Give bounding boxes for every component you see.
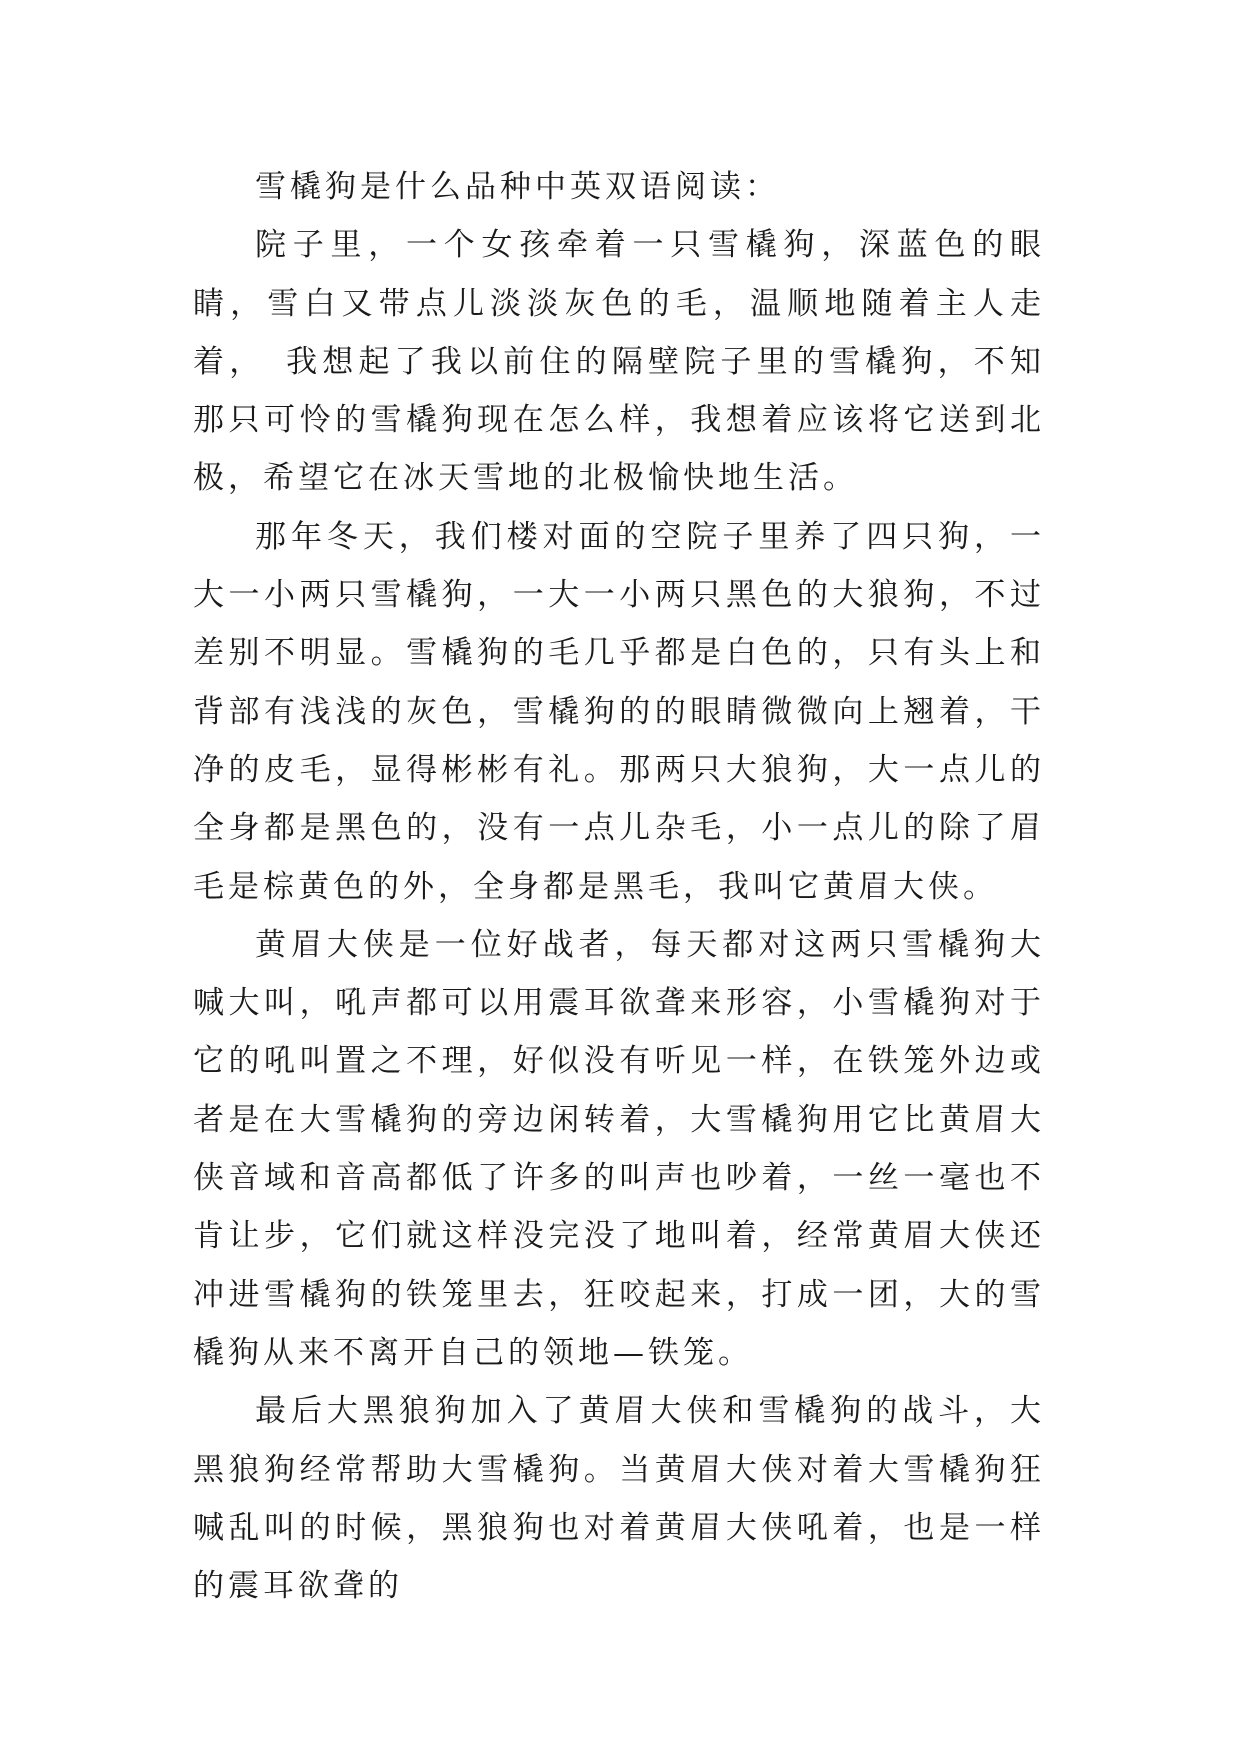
paragraph-4: 最后大黑狼狗加入了黄眉大侠和雪橇狗的战斗，大黑狼狗经常帮助大雪橇狗。当黄眉大侠对着大雪橇狗狂喊乱叫的时候，黑狼狗也对着黄眉大侠吼着，也是一样的震耳欲聋的 bbox=[193, 1393, 1045, 1605]
paragraph-2: 那年冬天，我们楼对面的空院子里养了四只狗，一大一小两只雪橇狗，一大一小两只黑色的大狼狗，不过差别不明显。雪橇狗的毛几乎都是白色的，只有头上和背部有浅浅的灰色，雪橇狗的的眼睛微微向上翘着，干净的皮毛，显得彬彬有礼。那两只大狼狗，大一点儿的全身都是黑色的，没有一点儿杂毛，小一点儿的除了眉毛是棕黄色的外，全身都是黑毛，我叫它黄眉大侠。 bbox=[193, 518, 1045, 905]
paragraph-3: 黄眉大侠是一位好战者，每天都对这两只雪橇狗大喊大叫，吼声都可以用震耳欲聋来形容，小雪橇狗对于它的吼叫置之不理，好似没有听见一样，在铁笼外边或者是在大雪橇狗的旁边闲转着，大雪橇狗用它比黄眉大侠音域和音高都低了许多的叫声也吵着，一丝一毫也不肯让步，它们就这样没完没了地叫着，经常黄眉大侠还冲进雪橇狗的铁笼里去，狂咬起来，打成一团，大的雪橇狗从来不离开自己的领地—铁笼。 bbox=[193, 926, 1045, 1371]
document-body bbox=[193, 158, 1045, 1615]
paragraph-title-line: 雪橇狗是什么品种中英双语阅读： bbox=[255, 169, 780, 205]
paragraph-1: 院子里，一个女孩牵着一只雪橇狗，深蓝色的眼睛，雪白又带点儿淡淡灰色的毛，温顺地随着主人走着， 我想起了我以前住的隔壁院子里的雪橇狗，不知那只可怜的雪橇狗现在怎么样，我想着应该将它送到北极，希望它在冰天雪地的北极愉快地生活。 bbox=[193, 227, 1045, 497]
